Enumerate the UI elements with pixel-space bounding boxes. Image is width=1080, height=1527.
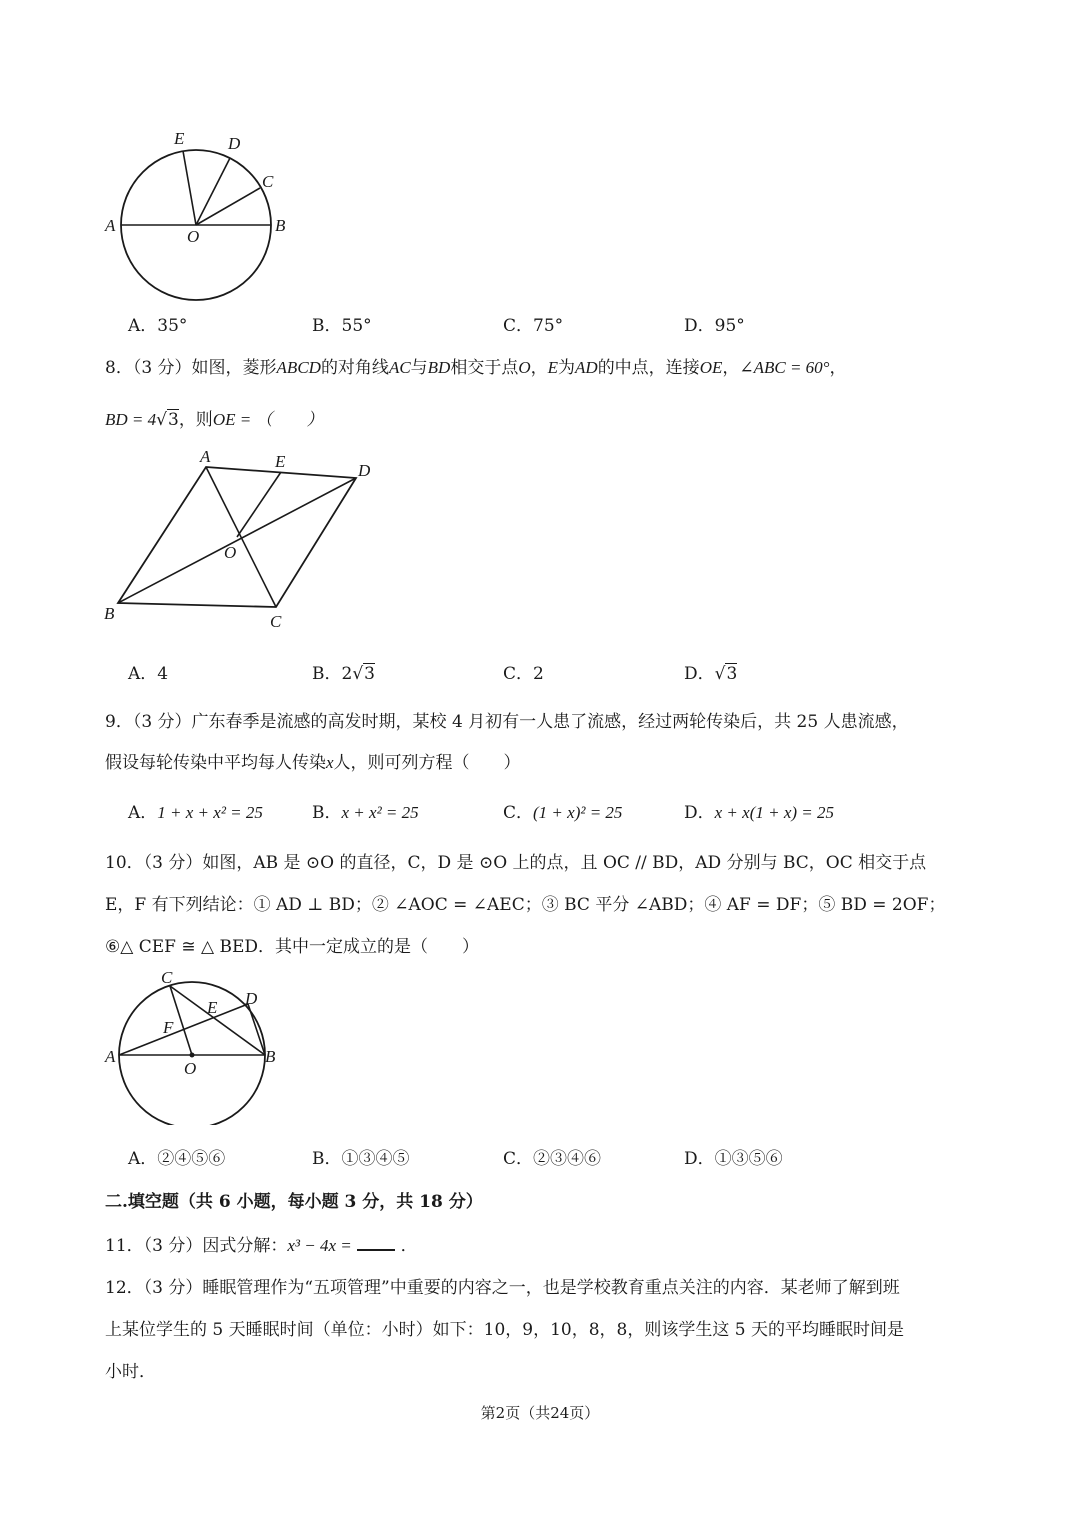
q10-stem-line3: ⑥△ CEF ≅ △ BED．其中一定成立的是（ ）: [105, 937, 479, 957]
q10-label-f: F: [163, 1018, 174, 1037]
q10-label-o: O: [184, 1059, 197, 1078]
q7-figure: [95, 120, 305, 305]
q9-option-d: D．x + x(1 + x) = 25: [684, 803, 835, 823]
q12-stem-line1: 12．（3 分）睡眠管理作为“五项管理”中重要的内容之一，也是学校教育重点关注的内容．某老师了解到班: [105, 1278, 900, 1298]
q7-option-b: B．55°: [312, 316, 372, 336]
q7-label-e: E: [174, 129, 185, 148]
q8-label-c: C: [270, 612, 282, 631]
q8-label-a: A: [200, 447, 211, 466]
q10-stem-line1: 10．（3 分）如图，AB 是 ⊙O 的直径，C，D 是 ⊙O 上的点，且 OC // BD，AD 分别与 BC，OC 相交于点: [105, 853, 927, 873]
q7-option-c: C．75°: [503, 316, 564, 336]
q8-figure: [100, 445, 385, 640]
q10-label-c: C: [161, 968, 173, 987]
q10-figure: [95, 965, 295, 1125]
q8-label-o: O: [224, 543, 237, 562]
q10-stem-line2: E，F 有下列结论：① AD ⊥ BD；② ∠AOC = ∠AEC；③ BC 平分 ∠ABD；④ AF = DF；⑤ BD = 2OF；: [105, 895, 946, 915]
q10-option-a: A．②④⑤⑥: [128, 1149, 226, 1169]
q8-label-d: D: [358, 461, 371, 480]
q8-label-e: E: [275, 452, 286, 471]
section-fill-in-title: 二.填空题（共 6 小题，每小题 3 分，共 18 分）: [105, 1192, 483, 1212]
q8-option-c: C．2: [503, 664, 544, 684]
q8-option-b: B．2√3: [312, 664, 375, 684]
q9-stem-line1: 9．（3 分）广东春季是流感的高发时期，某校 4 月初有一人患了流感，经过两轮传染后，共 25 人患流感，: [105, 712, 909, 732]
q10-option-c: C．②③④⑥: [503, 1149, 602, 1169]
page-footer: 第2页（共24页）: [480, 1404, 600, 1422]
q11-stem: 11．（3 分）因式分解：x³ − 4x = ．: [105, 1236, 418, 1256]
q10-label-b: B: [265, 1047, 276, 1066]
q9-option-a: A．1 + x + x² = 25: [128, 803, 263, 823]
q9-option-c: C．(1 + x)² = 25: [503, 803, 623, 823]
q7-label-d: D: [228, 134, 241, 153]
q9-option-b: B．x + x² = 25: [312, 803, 419, 823]
q7-option-d: D．95°: [684, 316, 745, 336]
q10-option-b: B．①③④⑤: [312, 1149, 410, 1169]
q8-label-b: B: [104, 604, 115, 623]
q10-label-a: A: [105, 1047, 116, 1066]
q10-label-e: E: [207, 998, 218, 1017]
q12-stem-line2: 上某位学生的 5 天睡眠时间（单位：小时）如下：10，9，10，8，8，则该学生这 5 天的平均睡眠时间是: [105, 1320, 904, 1340]
q7-label-o: O: [187, 227, 200, 246]
q7-label-b: B: [275, 216, 286, 235]
q10-option-d: D．①③⑤⑥: [684, 1149, 783, 1169]
q8-option-a: A．4: [128, 664, 169, 684]
q7-label-a: A: [105, 216, 116, 235]
q7-option-a: A．35°: [128, 316, 188, 336]
q8-option-d: D．√3: [684, 664, 738, 684]
q11-answer-blank: [357, 1235, 395, 1251]
q8-stem-line1: 8．（3 分）如图，菱形ABCD的对角线AC与BD相交于点O，E为AD的中点，连接OE，∠ABC = 60°，: [105, 358, 847, 378]
q8-stem-line2: BD = 4√3，则OE = （ ）: [105, 410, 324, 430]
q9-stem-line2: 假设每轮传染中平均每人传染x人，则可列方程（ ）: [105, 753, 521, 773]
q7-label-c: C: [262, 172, 274, 191]
q12-stem-line3: 小时．: [105, 1362, 156, 1382]
q10-label-d: D: [245, 989, 258, 1008]
